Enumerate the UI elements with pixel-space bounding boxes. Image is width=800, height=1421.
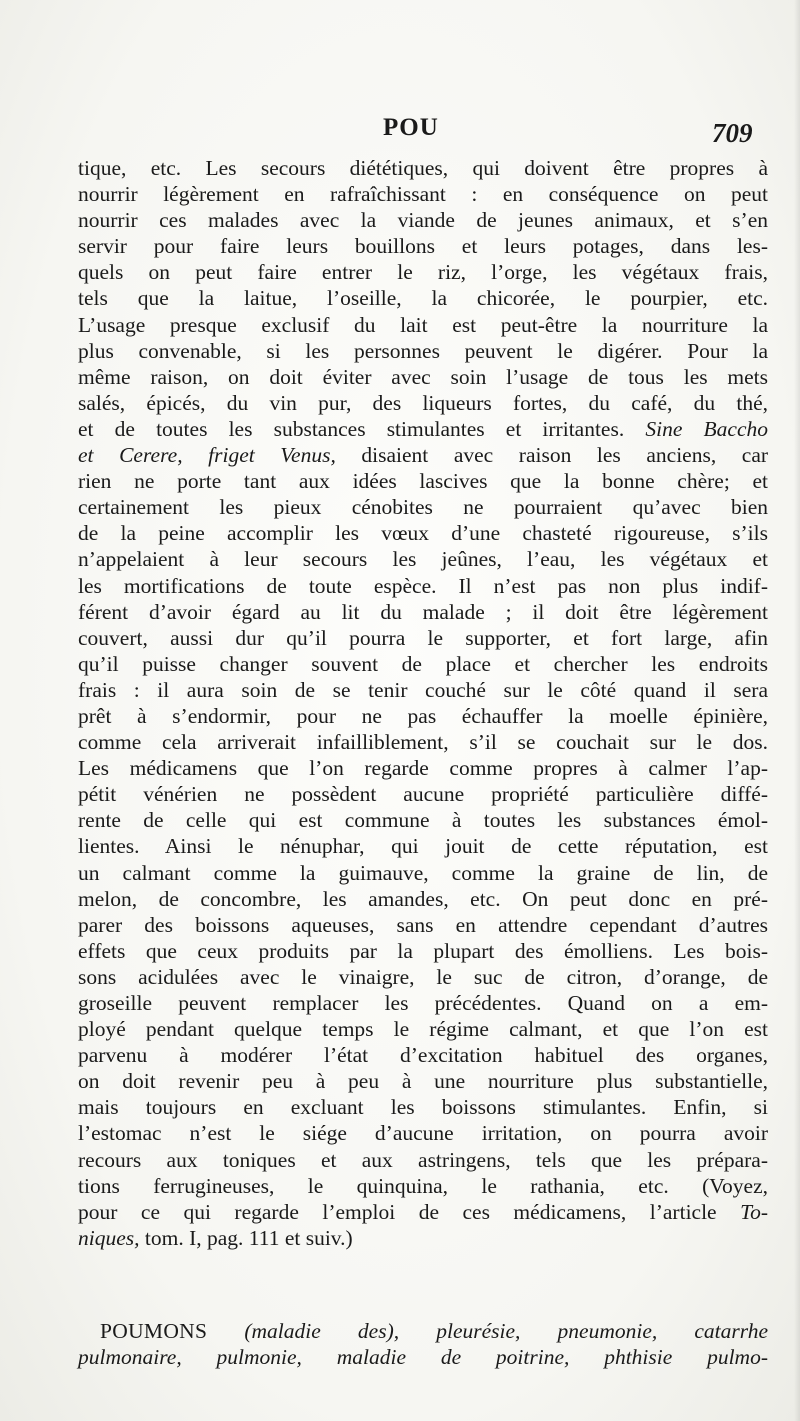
page-edge-shadow (794, 0, 800, 1421)
text-line: même raison, on doit éviter avec soin l’usage de tous les mets (78, 364, 768, 389)
text-segment: tom. I, pag. 111 et suiv.) (139, 1225, 353, 1250)
text-line: quels on peut faire entrer le riz, l’orge, les végétaux frais, (78, 260, 768, 285)
latin-phrase: et Cerere, (78, 443, 183, 468)
running-title: POU (383, 114, 439, 141)
text-line: L’usage presque exclusif du lait est peut-être la nourriture la (78, 312, 768, 337)
text-line: on doit revenir peu à peu à une nourriture plus substantielle, (78, 1069, 768, 1094)
entry-synonym: (maladie des), (244, 1319, 400, 1343)
latin-phrase: Sine Baccho (645, 416, 768, 441)
entry-headword: POUMONS (100, 1319, 208, 1343)
text-line: tels que la laitue, l’oseille, la chicorée, le pourpier, etc. (78, 286, 768, 311)
text-line: mais toujours en excluant les boissons stimulantes. Enfin, si (78, 1095, 768, 1120)
text-line: Les médicamens que l’on regarde comme propres à calmer l’ap- (78, 756, 768, 781)
text-line: lientes. Ainsi le nénuphar, qui jouit de cette réputation, est (78, 834, 768, 859)
text-line: prêt à s’endormir, pour ne pas échauffer la moelle épinière, (78, 703, 768, 728)
text-line: salés, épicés, du vin pur, des liqueurs fortes, du café, du thé, (78, 390, 768, 415)
text-line: groseille peuvent remplacer les précédentes. Quand on a em- (78, 991, 768, 1015)
text-line: ployé pendant quelque temps le régime calmant, et que l’on est (78, 1017, 768, 1042)
text-line: qu’il puisse changer souvent de place et chercher les endroits (78, 651, 768, 676)
text-line: n’appelaient à leur secours les jeûnes, l’eau, les végétaux et (78, 547, 768, 572)
text-segment: disaient avec raison les anciens, car (335, 443, 769, 468)
text-line: nourrir ces malades avec la viande de jeunes animaux, et s’en (78, 208, 768, 233)
entry-second-line: pulmonaire, pulmonie, maladie de poitrine, phthisie pulmo- (78, 1345, 768, 1370)
text-line: pétit vénérien ne possèdent aucune propriété particulière diffé- (78, 782, 768, 807)
text-line: parvenu à modérer l’état d’excitation habituel des organes, (78, 1043, 768, 1068)
latin-phrase: friget Venus, (208, 443, 336, 468)
text-line-with-italic (78, 1199, 768, 1225)
dictionary-entry (78, 1318, 768, 1370)
text-segment: et de toutes les substances stimulantes et irritantes. (78, 416, 646, 441)
text-line: l’estomac n’est le siége d’aucune irritation, on pourra avoir (78, 1121, 768, 1146)
cross-reference: To- (740, 1199, 768, 1224)
text-line: effets que ceux produits par la plupart des émolliens. Les bois- (78, 938, 768, 963)
entry-synonym: catarrhe (694, 1319, 769, 1343)
text-line: comme cela arriverait infailliblement, s’il se couchait sur le dos. (78, 730, 768, 755)
entry-synonym: pleurésie, (436, 1319, 521, 1343)
text-line: frais : il aura soin de se tenir couché sur le côté quand il sera (78, 677, 768, 702)
cross-reference: niques, (78, 1225, 140, 1250)
text-line-with-italic (78, 442, 768, 468)
text-line: plus convenable, si les personnes peuvent le digérer. Pour la (78, 338, 768, 363)
entry-synonym: pneumonie, (557, 1319, 658, 1343)
text-line: un calmant comme la guimauve, comme la graine de lin, de (78, 860, 768, 885)
text-line: rien ne porte tant aux idées lascives que la bonne chère; et (78, 469, 768, 494)
text-line: rente de celle qui est commune à toutes les substances émol- (78, 808, 768, 833)
entry-first-line (78, 1318, 768, 1344)
text-segment: pour ce qui regarde l’emploi de ces médicamens, l’article (78, 1199, 741, 1224)
text-line: couvert, aussi dur qu’il pourra le supporter, et fort large, afin (78, 625, 768, 650)
text-line: les mortifications de toute espèce. Il n’est pas non plus indif- (78, 573, 768, 598)
text-line: tique, etc. Les secours diététiques, qui doivent être propres à (78, 156, 768, 180)
text-line: servir pour faire leurs bouillons et leurs potages, dans les- (78, 234, 768, 259)
text-line-with-italic (78, 416, 768, 442)
text-line: férent d’avoir égard au lit du malade ; il doit être légèrement (78, 599, 768, 624)
text-line: sons acidulées avec le vinaigre, le suc de citron, d’orange, de (78, 964, 768, 989)
text-line: nourrir légèrement en rafraîchissant : en conséquence on peut (78, 182, 768, 207)
page-number: 709 (712, 118, 753, 148)
text-line: parer des boissons aqueuses, sans en attendre cependant d’autres (78, 912, 768, 937)
text-line: de la peine accomplir les vœux d’une chasteté rigoureuse, s’ils (78, 521, 768, 546)
body-text (78, 155, 768, 1251)
text-line: tions ferrugineuses, le quinquina, le rathania, etc. (Voyez, (78, 1173, 768, 1198)
text-line: recours aux toniques et aux astringens, tels que les prépara- (78, 1147, 768, 1172)
text-line: certainement les pieux cénobites ne pourraient qu’avec bien (78, 495, 768, 520)
running-head (0, 114, 800, 150)
text-line: melon, de concombre, les amandes, etc. On peut donc en pré- (78, 886, 768, 911)
text-line-with-italic (78, 1225, 768, 1251)
